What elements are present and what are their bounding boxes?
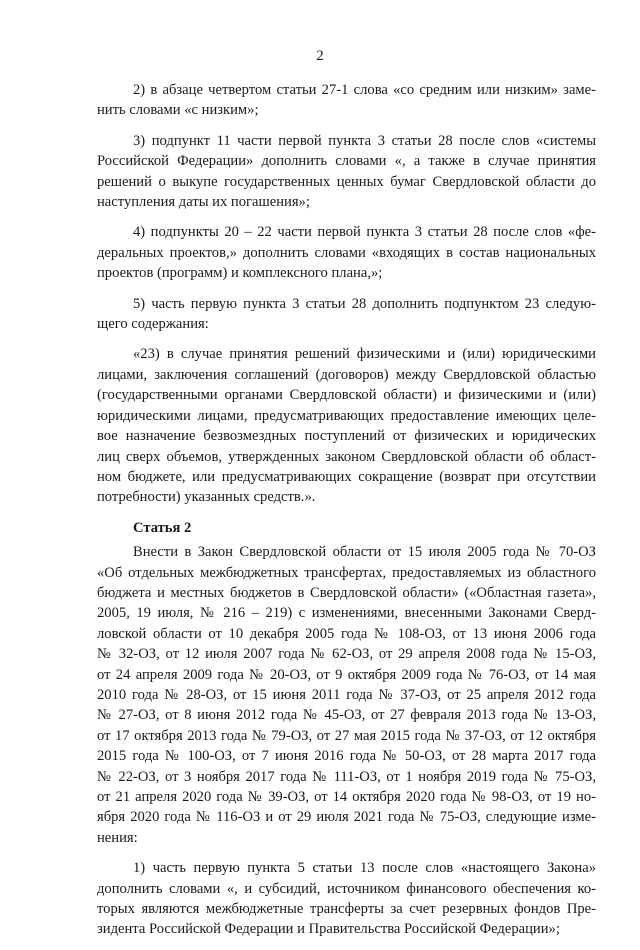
text-line: торых являются межбюджетные трансферты за счет резервных фондов Пре- [97,901,596,918]
text-line: проектов (программ) и комплексного плана,»; [97,265,383,282]
article-heading: Статья 2 [133,519,192,536]
text-line: 2005, 19 июля, № 216 – 219) с изменениями, внесенными Законами Сверд- [97,605,596,622]
text-line: потребности) указанных средств.». [97,489,316,506]
paragraph [97,294,596,335]
text-line: 5) часть первую пункта 3 статьи 28 дополнить подпунктом 23 следую- [133,295,596,312]
text-line: 3) подпункт 11 части первой пункта 3 статьи 28 после слов «системы [133,132,596,149]
amendment-list [97,80,596,508]
text-line: ловской области от 10 декабря 2005 года № 108-ОЗ, от 13 июня 2006 года [97,625,596,642]
text-line: вое назначение безвозмездных поступлений от физических и юридических [97,428,596,445]
text-line: деральных проектов,» дополнить словами «входящих в состав национальных [97,244,596,261]
paragraph [97,80,596,121]
text-line: Внести в Закон Свердловской области от 15 июля 2005 года № 70-ОЗ [133,544,596,561]
text-line: лицами, заключения соглашений (договоров) между Свердловской областью [97,366,596,383]
text-line: 1) часть первую пункта 5 статьи 13 после слов «настоящего Закона» [133,860,596,877]
text-line: № 27-ОЗ, от 8 июня 2012 года № 45-ОЗ, от 27 февраля 2013 года № 13-ОЗ, [97,707,596,724]
text-line: от 17 октября 2013 года № 79-ОЗ, от 27 мая 2015 года № 37-ОЗ, от 12 октября [97,727,596,744]
text-line: Российской Федерации» дополнить словами «, а также в случае принятия [97,153,596,170]
text-line: «23) в случае принятия решений физическими и (или) юридическими [133,346,596,363]
text-line: лиц сверх объемов, утвержденных законом Свердловской области об област- [97,448,596,465]
article-body [97,542,596,940]
text-line: от 21 апреля 2020 года № 39-ОЗ, от 14 октября 2020 года № 98-ОЗ, от 19 но- [97,789,596,805]
text-line: «Об отдельных межбюджетных трансфертах, предоставляемых из областного [97,564,596,581]
text-line: наступления даты их погашения»; [97,194,310,211]
text-line: ября 2020 года № 116-ОЗ и от 29 июля 2021 года № 75-ОЗ, следующие изме- [97,809,596,826]
text-line: нить словами «с низким»; [97,102,259,119]
text-line: нения: [97,829,138,846]
text-line: от 24 апреля 2009 года № 20-ОЗ, от 9 октября 2009 года № 76-ОЗ, от 14 мая [97,666,596,683]
paragraph [97,131,596,213]
text-line: щего содержания: [97,316,209,333]
text-line: 2010 года № 28-ОЗ, от 15 июня 2011 года № 37-ОЗ, от 25 апреля 2012 года [97,686,596,703]
paragraph [97,858,596,940]
text-line: № 22-ОЗ, от 3 ноября 2017 года № 111-ОЗ, от 1 ноября 2019 года № 75-ОЗ, [97,768,596,785]
text-line: решений о выкупе государственных ценных бумаг Свердловской области до [97,173,596,190]
text-line: ном бюджете, или предусматривающих сокращение (возврат при отсутствии [97,468,596,485]
paragraph [97,542,596,848]
text-line: зидента Российской Федерации и Правительства Российской Федерации»; [97,921,560,938]
text-line: 2) в абзаце четвертом статьи 27-1 слова «со средним или низким» заме- [133,82,596,98]
paragraph [97,222,596,283]
text-line: (государственными органами Свердловской области) и физическими и (или) [97,387,596,404]
text-line: 4) подпункты 20 – 22 части первой пункта 3 статьи 28 после слов «фе- [133,224,596,241]
text-line: дополнить словами «, и субсидий, источником финансового обеспечения ко- [97,880,596,897]
document-body [97,80,596,950]
text-line: № 32-ОЗ, от 12 июля 2007 года № 62-ОЗ, от 29 апреля 2008 года № 15-ОЗ, [97,646,596,663]
page-number: 2 [316,48,324,64]
text-line: бюджета и местных бюджетов в Свердловской области» («Областная газета», [97,584,596,601]
paragraph [97,344,596,507]
text-line: 2015 года № 100-ОЗ, от 7 июня 2016 года № 50-ОЗ, от 28 марта 2017 года [97,748,596,765]
text-line: юридическими лицами, предусматривающих предоставление имеющих целе- [97,407,596,424]
